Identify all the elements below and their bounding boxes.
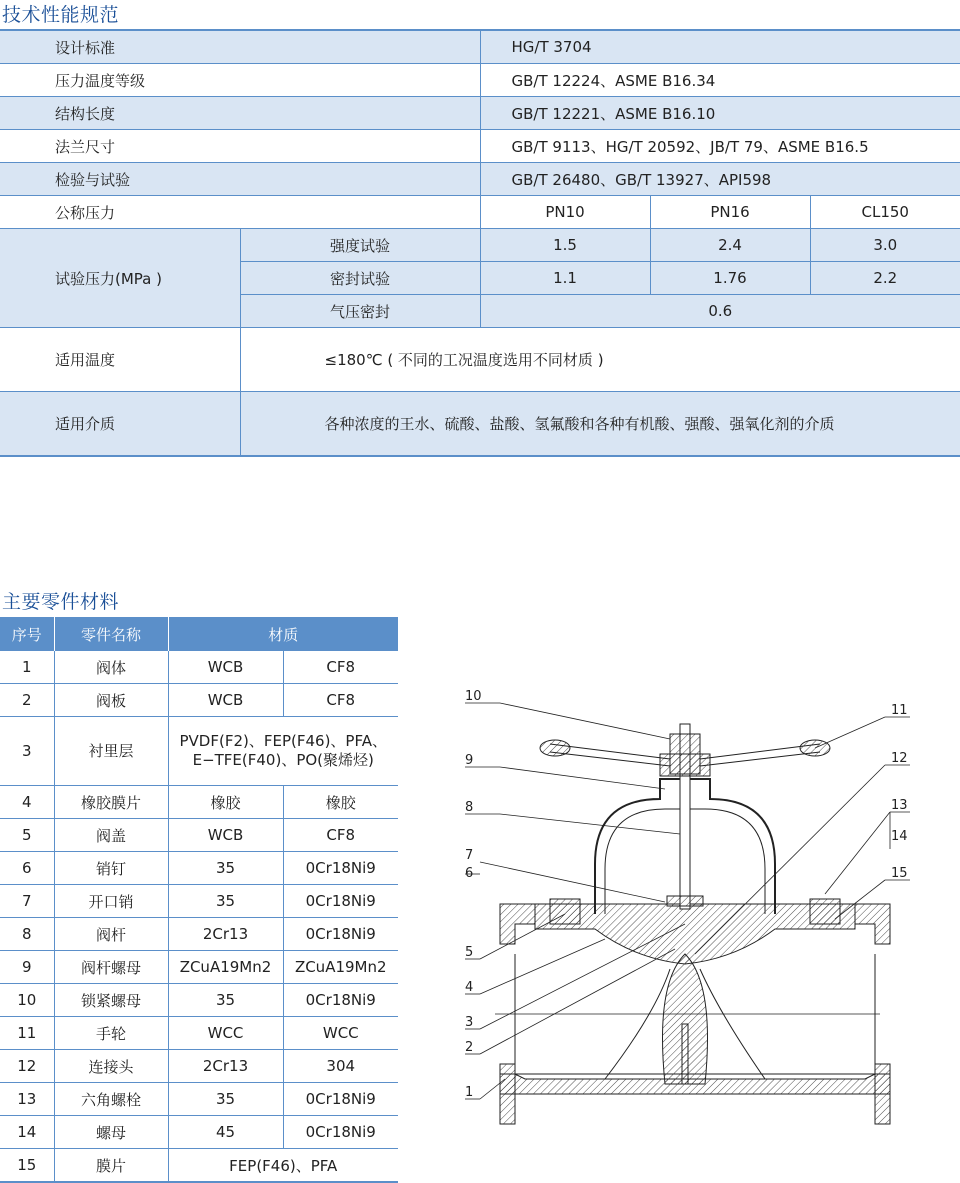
strength-value: 1.5 [480, 229, 650, 262]
part-name: 六角螺栓 [54, 1083, 168, 1116]
table-row [0, 852, 398, 885]
part-number: 10 [0, 984, 54, 1017]
part-material-2: CF8 [283, 819, 398, 852]
part-material-1: 2Cr13 [168, 1050, 283, 1083]
spec-title: 技术性能规范 [2, 4, 120, 26]
part-material-2: WCC [283, 1017, 398, 1050]
strength-label: 强度试验 [240, 229, 480, 262]
spec-label: 设计标准 [0, 30, 480, 64]
part-number: 2 [0, 684, 54, 717]
diagram-label-8: 8 [465, 800, 474, 815]
media-label: 适用介质 [0, 392, 240, 457]
part-material-1: 35 [168, 885, 283, 918]
table-row [0, 651, 398, 684]
diagram-label-11: 11 [891, 703, 908, 718]
part-material-2: 0Cr18Ni9 [283, 885, 398, 918]
spec-row [0, 97, 960, 130]
seal-value: 1.76 [650, 262, 810, 295]
valve-body-drawing [495, 724, 890, 1124]
part-material-1: 45 [168, 1116, 283, 1149]
part-material-1: 橡胶 [168, 786, 283, 819]
diagram-label-10: 10 [465, 689, 482, 704]
valve-diagram [455, 684, 917, 1130]
seal-value: 1.1 [480, 262, 650, 295]
diagram-label-6: 6 [465, 866, 474, 881]
spec-row-nominal [0, 196, 960, 229]
diagram-label-7: 7 [465, 848, 474, 863]
part-name: 阀板 [54, 684, 168, 717]
part-material-2: 304 [283, 1050, 398, 1083]
spec-value: HG/T 3704 [480, 30, 960, 64]
part-material-1: WCB [168, 684, 283, 717]
table-row [0, 951, 398, 984]
part-name: 手轮 [54, 1017, 168, 1050]
table-row [0, 819, 398, 852]
part-number: 15 [0, 1149, 54, 1183]
table-row [0, 1017, 398, 1050]
strength-value: 2.4 [650, 229, 810, 262]
air-label: 气压密封 [240, 295, 480, 328]
spec-row-media [0, 392, 960, 457]
diagram-label-2: 2 [465, 1040, 474, 1055]
spec-row-strength [0, 229, 960, 262]
diagram-label-3: 3 [465, 1015, 474, 1030]
part-material-2: 橡胶 [283, 786, 398, 819]
part-material-1: 35 [168, 852, 283, 885]
header-name: 零件名称 [54, 617, 168, 651]
spec-value: GB/T 12224、ASME B16.34 [480, 64, 960, 97]
header-no: 序号 [0, 617, 54, 651]
part-material-1: 35 [168, 984, 283, 1017]
spec-label: 压力温度等级 [0, 64, 480, 97]
part-name: 连接头 [54, 1050, 168, 1083]
part-name: 阀杆螺母 [54, 951, 168, 984]
spec-row [0, 30, 960, 64]
nominal-pn16: PN16 [650, 196, 810, 229]
table-row [0, 1116, 398, 1149]
spec-label: 检验与试验 [0, 163, 480, 196]
test-pressure-label: 试验压力(MPa ) [0, 229, 240, 328]
spec-row-temp [0, 328, 960, 392]
parts-table [0, 617, 398, 1183]
part-number: 4 [0, 786, 54, 819]
part-name: 销钉 [54, 852, 168, 885]
part-material-2: 0Cr18Ni9 [283, 918, 398, 951]
part-name: 阀杆 [54, 918, 168, 951]
diagram-label-15: 15 [891, 866, 908, 881]
part-material-1: WCB [168, 819, 283, 852]
part-material-2: CF8 [283, 684, 398, 717]
spec-row [0, 64, 960, 97]
diagram-label-4: 4 [465, 980, 474, 995]
part-name: 开口销 [54, 885, 168, 918]
parts-header [0, 617, 398, 651]
part-name: 膜片 [54, 1149, 168, 1183]
part-number: 11 [0, 1017, 54, 1050]
spec-value: GB/T 9113、HG/T 20592、JB/T 79、ASME B16.5 [480, 130, 960, 163]
part-name: 阀体 [54, 651, 168, 684]
part-number: 9 [0, 951, 54, 984]
part-material-2: CF8 [283, 651, 398, 684]
part-number: 8 [0, 918, 54, 951]
part-number: 7 [0, 885, 54, 918]
temp-label: 适用温度 [0, 328, 240, 392]
nominal-cl150: CL150 [810, 196, 960, 229]
table-row [0, 1083, 398, 1116]
part-number: 3 [0, 717, 54, 786]
part-material-line: PVDF(F2)、FEP(F46)、PFA、 [179, 732, 387, 750]
table-row [0, 984, 398, 1017]
media-value: 各种浓度的王水、硫酸、盐酸、氢氟酸和各种有机酸、强酸、强氧化剂的介质 [240, 392, 960, 457]
part-name: 螺母 [54, 1116, 168, 1149]
diagram-label-1: 1 [465, 1085, 474, 1100]
part-number: 12 [0, 1050, 54, 1083]
table-row [0, 684, 398, 717]
part-material-2: 0Cr18Ni9 [283, 852, 398, 885]
part-material-line: E−TFE(F40)、PO(聚烯烃) [192, 751, 374, 769]
diagram-label-12: 12 [891, 751, 908, 766]
part-material [168, 717, 398, 786]
part-material-1: ZCuA19Mn2 [168, 951, 283, 984]
table-row [0, 918, 398, 951]
spec-label: 法兰尺寸 [0, 130, 480, 163]
part-material-2: 0Cr18Ni9 [283, 984, 398, 1017]
diagram-label-9: 9 [465, 753, 474, 768]
diagram-label-5: 5 [465, 945, 474, 960]
part-name: 衬里层 [54, 717, 168, 786]
nominal-pn10: PN10 [480, 196, 650, 229]
parts-title: 主要零件材料 [2, 591, 120, 613]
table-row [0, 786, 398, 819]
part-number: 14 [0, 1116, 54, 1149]
part-material: FEP(F46)、PFA [168, 1149, 398, 1183]
part-name: 橡胶膜片 [54, 786, 168, 819]
spec-label: 结构长度 [0, 97, 480, 130]
table-row [0, 885, 398, 918]
part-material-2: ZCuA19Mn2 [283, 951, 398, 984]
air-value: 0.6 [480, 295, 960, 328]
spec-value: GB/T 26480、GB/T 13927、API598 [480, 163, 960, 196]
strength-value: 3.0 [810, 229, 960, 262]
part-number: 5 [0, 819, 54, 852]
spec-value: GB/T 12221、ASME B16.10 [480, 97, 960, 130]
part-name: 阀盖 [54, 819, 168, 852]
table-row [0, 717, 398, 786]
diagram-label-13: 13 [891, 798, 908, 813]
table-row [0, 1149, 398, 1183]
spec-row [0, 163, 960, 196]
part-material-1: 2Cr13 [168, 918, 283, 951]
spec-row [0, 130, 960, 163]
part-name: 锁紧螺母 [54, 984, 168, 1017]
part-material-2: 0Cr18Ni9 [283, 1083, 398, 1116]
part-material-1: WCB [168, 651, 283, 684]
part-number: 6 [0, 852, 54, 885]
diagram-label-14: 14 [891, 829, 908, 844]
part-material-1: 35 [168, 1083, 283, 1116]
seal-value: 2.2 [810, 262, 960, 295]
temp-value: ≤180℃ ( 不同的工况温度选用不同材质 ) [240, 328, 960, 392]
seal-label: 密封试验 [240, 262, 480, 295]
spec-table [0, 29, 960, 457]
part-number: 13 [0, 1083, 54, 1116]
nominal-label: 公称压力 [0, 196, 480, 229]
part-material-1: WCC [168, 1017, 283, 1050]
part-number: 1 [0, 651, 54, 684]
part-material-2: 0Cr18Ni9 [283, 1116, 398, 1149]
table-row [0, 1050, 398, 1083]
header-material: 材质 [168, 617, 398, 651]
